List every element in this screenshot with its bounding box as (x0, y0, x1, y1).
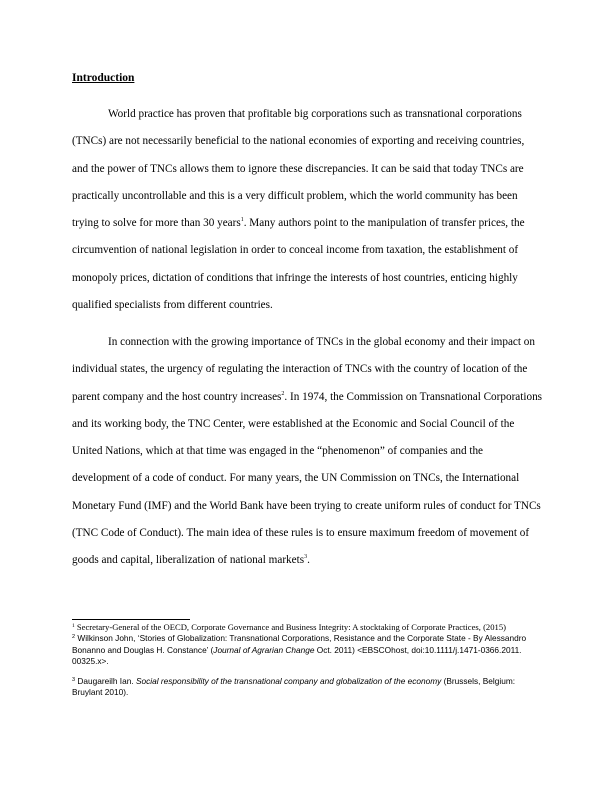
footnote-number: 1 (72, 623, 75, 629)
footnote-ref-2[interactable]: 2 (281, 390, 285, 397)
footnote-3-pre: Daugareilh Ian. (75, 676, 136, 687)
paragraph-2-text-a: In connection with the growing importance of TNCs in the global economy and their impact on individual states, the urgency of regulating the interaction of TNCs with the country of location of the parent company and the host country increases (72, 336, 535, 403)
footnote-number: 2 (72, 634, 76, 641)
footnote-ref-3[interactable]: 3 (304, 554, 308, 561)
footnote-2-post: Oct. 2011) <EBSCOhost, doi:10.1111/j.1471-0366.2011. 00325.x>. (72, 644, 522, 666)
footnote-2-journal: Journal of Agrarian Change (213, 644, 315, 655)
footnote-separator (72, 619, 190, 620)
footnote-1 (72, 622, 542, 633)
paragraph-2 (72, 329, 542, 575)
footnote-1-text: Secretary-General of the OECD, Corporate Governance and Business Integrity: A stocktaking of Corporate Practices, (2015) (74, 622, 506, 632)
footnote-3-title: Social responsibility of the transnational company and globalization of the economy (135, 676, 442, 687)
footnote-3 (72, 676, 542, 699)
footnote-number: 3 (72, 677, 76, 684)
section-heading: Introduction (72, 72, 135, 84)
paragraph-1 (72, 101, 542, 319)
footnotes (72, 622, 542, 699)
footnote-ref-1[interactable]: 1 (240, 217, 244, 224)
paragraph-1-text-b: . Many authors point to the manipulation of transfer prices, the circumvention of national legislation in order to conceal income from taxation, the establishment of monopoly prices, dictation of conditions that infringe the interests of host countries, enticing highly qualified specialists from different countries. (72, 217, 525, 312)
footnote-3-post: (Brussels, Belgium: Bruylant 2010). (72, 676, 516, 698)
footnote-2 (72, 633, 542, 667)
paragraph-2-text-c: . (307, 554, 310, 567)
paragraph-1-text-a: World practice has proven that profitable big corporations such as transnational corporations (TNCs) are not necessarily beneficial to the national economies of exporting and receiving countries, and the power of TNCs allows them to ignore these discrepancies. It can be said that today TNCs are practically uncontrollable and this is a very difficult problem, which the world community has been trying to solve for more than 30 years (72, 108, 525, 230)
paragraph-2-text-b: . In 1974, the Commission on Transnational Corporations and its working body, the TNC Center, were established at the Economic and Social Council of the United Nations, which at that time was engaged in the “phenomenon” of companies and the development of a code of conduct. For many years, the UN Commission on TNCs, the International Monetary Fund (IMF) and the World Bank have been trying to create uniform rules of conduct for TNCs (TNC Code of Conduct). The main idea of these rules is to ensure maximum freedom of movement of goods and capital, liberalization of national markets (72, 390, 543, 567)
footnote-2-pre: Wilkinson John, ‘Stories of Globalization: Transnational Corporations, Resistance and the Corporate State - By Alessandro Bonanno and Douglas H. Constance’ ( (72, 633, 527, 655)
